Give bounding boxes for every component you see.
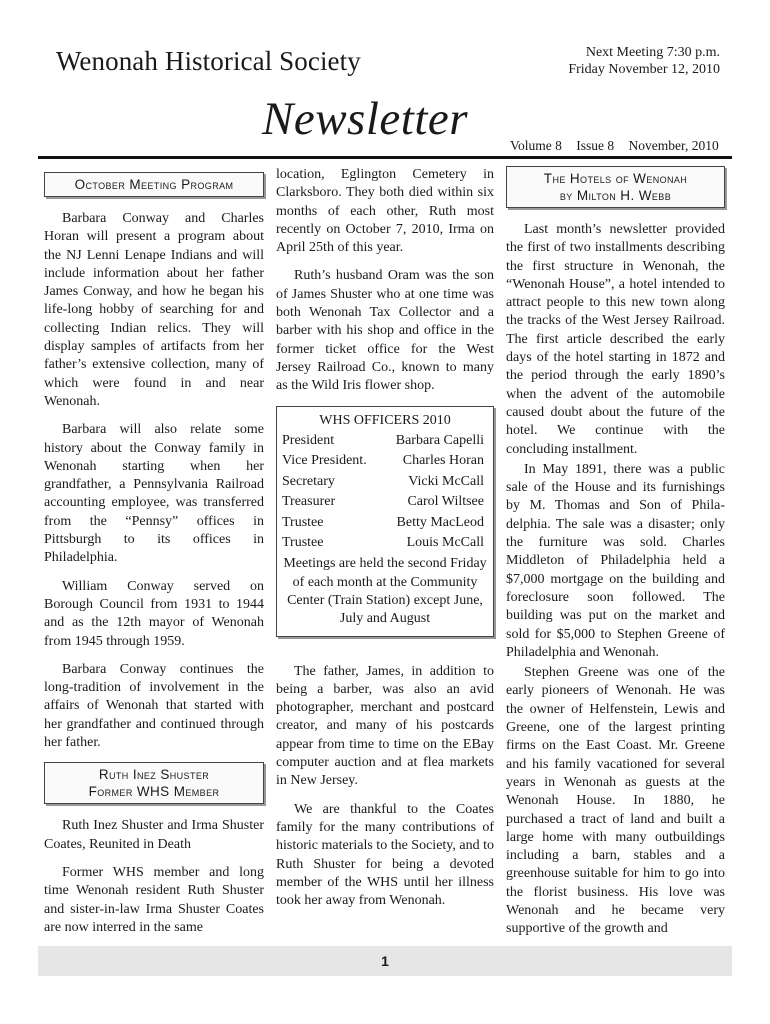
- officer-row: [282, 513, 488, 533]
- society-name: Wenonah Historical Society: [56, 46, 361, 76]
- article-paragraph: location, Eglington Cemetery in Clarksboro. They both died within six months of each other, Ruth most recently on October 7, 2010, Irma on April 25th of this year.: [276, 167, 494, 256]
- officer-name: Louis McCall: [406, 535, 484, 550]
- hotels-article-heading: [506, 166, 725, 208]
- article-paragraph: Ruth’s husband Oram was the son of James Shuster who at one time was both Wenonah Tax Collector and a barber with his shop and office in the former ticket office for the West Jersey Railroad Co., known to many as the Wild Iris flower shop.: [276, 268, 494, 394]
- article-paragraph: Former WHS member and long time Wenonah resident Ruth Shuster and sister-in-law Irma Shuster Coates are now interred in the same: [44, 864, 264, 935]
- officers-box: [276, 406, 494, 637]
- officer-role: Secretary: [282, 473, 335, 489]
- officers-title: WHS OFFICERS 2010: [319, 412, 451, 428]
- ruth-shuster-heading: [44, 762, 264, 804]
- officer-role: Trustee: [282, 514, 324, 530]
- article-paragraph: We are thankful to the Coates family for the many contributions of historic materials to the Society, and to Ruth Shuster for being a devoted member of the WHS until her illness took her away from Wenonah.: [276, 801, 494, 909]
- officer-role: Treasurer: [282, 494, 336, 510]
- officer-name: Charles Horan: [402, 453, 484, 469]
- officer-row: [282, 492, 488, 512]
- issue-info: [510, 138, 730, 154]
- article-paragraph: Barbara Conway continues the long-tradition of involvement in the affairs of Wenonah that started with her grandfather and continued through her father.: [44, 661, 264, 751]
- article-paragraph: The father, James, in addition to being a barber, was also an avid photographer, merchant and postcard creator, and many of his postcards appear from time to time on the EBay computer auction and at flea markets in New Jersey.: [276, 663, 494, 789]
- meeting-schedule-note: Meetings are held the second Friday of each month at the Community Center (Train Station) except June, July and August: [283, 556, 487, 627]
- officer-row: [282, 451, 488, 471]
- article-paragraph: In May 1891, there was a public sale of the House and its furnishings by M. Thomas and Son of Phila-delphia. The sale was a disaster; only the furniture was sold. Charles Middleton of Philadelphia held a $7,000 mortgage on the building and foreclosure soon followed. The building was put on the market and sold for $5,000 to Stephen Greene of Philadelphia and Wenonah.: [506, 461, 725, 660]
- article-paragraph: Barbara will also relate some history about the Conway family in Wenonah starting when her grandfather, a Pennsylvania Railroad accounting employee, was transferred from the “Pennsy” offices in Pittsburgh to its offices in Philadelphia.: [44, 422, 264, 566]
- october-program-heading: October Meeting Program: [44, 172, 264, 197]
- issue-number: Issue 8: [576, 138, 615, 153]
- byline: by Milton H. Webb: [559, 188, 672, 203]
- volume-number: Volume 8: [510, 138, 562, 153]
- newsletter-masthead: Newsletter: [262, 93, 469, 145]
- article-paragraph: Barbara Conway and Charles Horan will present a program about the NJ Lenni Lenape Indians and will include information about her father James Conway, and how he began his life-long hobby of searching for and collecting Indian relics. They will display samples of artifacts from her father’s extensive collection, many of which were found in and near Wenonah.: [44, 211, 264, 409]
- page-number: 1: [381, 953, 389, 969]
- article-paragraph: Stephen Greene was one of the early pioneers of Wenonah. He was the owner of Helfenstein, Lewis and Greene, one of the largest printing firms on the East Coast. Mr. Greene and his family vacationed for several years in Wenonah as guests at the Wenonah House. In 1880, he purchased a tract of land and built a large home with many outbuildings including a barn, stables and a greenhouse suitable for him to go into the florist business. His love was Wenonah and he became very supportive of the growth and: [506, 665, 725, 937]
- column-middle: [276, 166, 494, 920]
- article-paragraph: William Conway served on Borough Council from 1931 to 1944 and as the 12th mayor of Wenonah from 1945 through 1959.: [44, 578, 264, 649]
- page-footer: [38, 946, 732, 976]
- officer-row: [282, 472, 488, 492]
- column-left: [44, 168, 264, 947]
- heading-line: Ruth Inez Shuster: [98, 767, 210, 783]
- officer-row: [282, 533, 488, 553]
- officer-name: Vicki McCall: [408, 473, 484, 489]
- header-rule: [38, 156, 732, 159]
- issue-date: November, 2010: [628, 138, 719, 153]
- officer-name: Betty MacLeod: [396, 514, 484, 530]
- article-paragraph: Ruth Inez Shuster and Irma Shuster Coates, Reunited in Death: [44, 818, 264, 852]
- next-meeting-time: Next Meeting 7:30 p.m.: [585, 45, 720, 60]
- officer-role: Vice President.: [282, 453, 367, 469]
- officer-row: [282, 431, 488, 451]
- next-meeting-date: Friday November 12, 2010: [568, 62, 720, 77]
- heading-line: Former WHS Member: [88, 784, 220, 800]
- officer-role: President: [282, 432, 335, 448]
- next-meeting-info: [500, 44, 720, 78]
- article-paragraph: Last month’s newsletter provided the first of two installments describing the first structure in Wenonah, the “Wenonah House”, a hotel intended to attract people to this new town along the tracks of the West Jersey Railroad. The first article described the early days of the hotel starting in 1872 and the period through the early 1890’s when the advent of the automobile caused doubt about the future of the hotel. We continue with the concluding installment.: [506, 222, 725, 457]
- column-right: [506, 166, 725, 939]
- heading-line: The Hotels of Wenonah: [543, 171, 688, 186]
- officer-name: Carol Wiltsee: [407, 494, 484, 510]
- officer-name: Barbara Capelli: [395, 432, 484, 448]
- officer-role: Trustee: [282, 535, 324, 550]
